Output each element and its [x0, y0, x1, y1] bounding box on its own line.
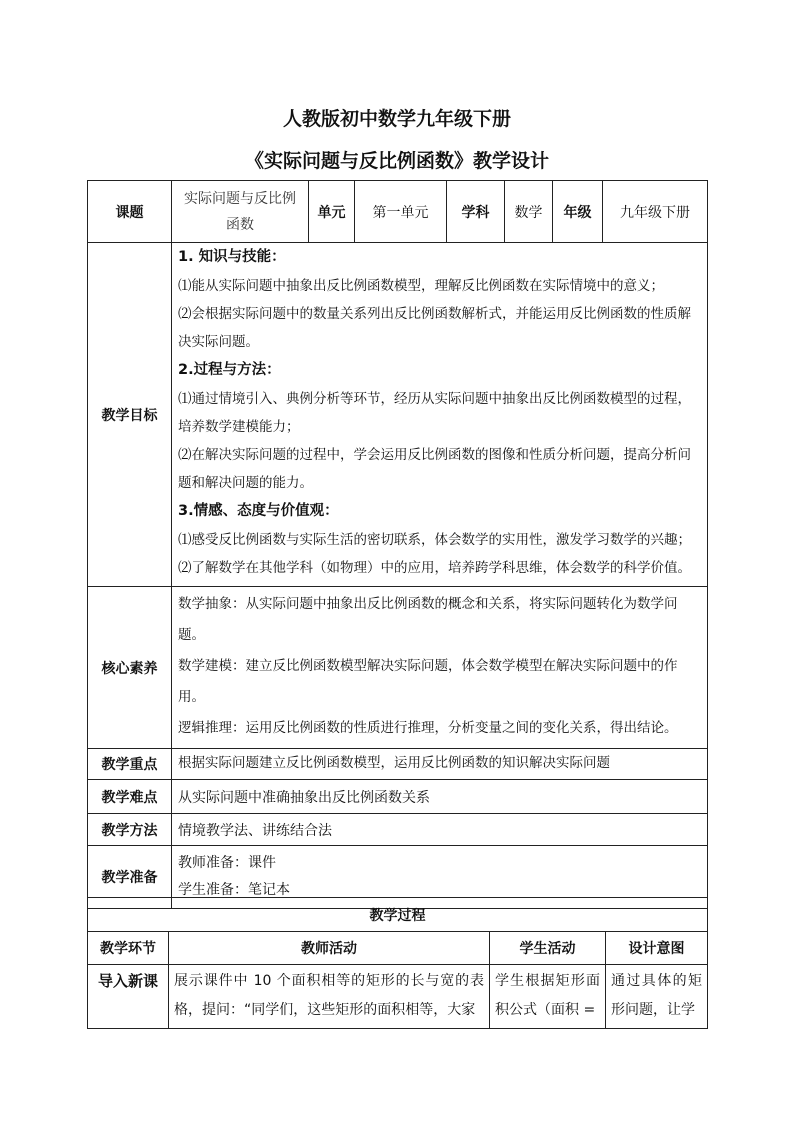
subject-value: 数学 — [505, 181, 553, 243]
key-points-label: 教学重点 — [88, 749, 172, 780]
subject-label: 学科 — [447, 181, 505, 243]
process-item: ⑴通过情境引入、典例分析等环节，经历从实际问题中抽象出反比例函数模型的过程，培养数学建模能力； — [178, 391, 691, 435]
stage-cell: 导入新课 — [88, 965, 169, 1029]
core-literacy-label: 核心素养 — [88, 587, 172, 749]
student-preparation: 学生准备：笔记本 — [178, 882, 290, 898]
methods-value: 情境教学法、讲练结合法 — [172, 814, 708, 846]
difficulties-label: 教学难点 — [88, 780, 172, 814]
emotion-heading: 3.情感、态度与价值观： — [178, 503, 339, 519]
key-points-value: 根据实际问题建立反比例函数模型，运用反比例函数的知识解决实际问题 — [178, 755, 610, 771]
objectives-label: 教学目标 — [88, 243, 172, 587]
knowledge-item: ⑵会根据实际问题中的数量关系列出反比例函数解析式，并能运用反比例函数的性质解决实际问题。 — [178, 306, 691, 350]
teacher-preparation: 教师准备：课件 — [178, 855, 276, 871]
topic-value: 实际问题与反比例函数 — [172, 181, 309, 243]
core-item: 数学建模：建立反比例函数模型解决实际问题，体会数学模型在解决实际问题中的作用。 — [178, 658, 678, 705]
teaching-process-table — [87, 897, 708, 1029]
unit-value: 第一单元 — [355, 181, 447, 243]
knowledge-item: ⑴能从实际问题中抽象出反比例函数模型，理解反比例函数在实际情境中的意义； — [178, 278, 664, 294]
design-intent-cell: 通过具体的矩形问题，让学 — [606, 965, 708, 1029]
emotion-item: ⑴感受反比例函数与实际生活的密切联系，体会数学的实用性，激发学习数学的兴趣； — [178, 532, 691, 548]
document-subtitle: 《实际问题与反比例函数》教学设计 — [244, 150, 549, 172]
core-item: 逻辑推理：运用反比例函数的性质进行推理，分析变量之间的变化关系，得出结论。 — [178, 720, 678, 736]
header-stage: 教学环节 — [88, 932, 169, 965]
process-item: ⑵在解决实际问题的过程中，学会运用反比例函数的图像和性质分析问题，提高分析问题和解决问题的能力。 — [178, 447, 691, 491]
header-student-activity: 学生活动 — [490, 932, 606, 965]
grade-label: 年级 — [553, 181, 603, 243]
document-title: 人教版初中数学九年级下册 — [282, 108, 511, 130]
methods-label: 教学方法 — [88, 814, 172, 846]
knowledge-heading: 1. 知识与技能： — [178, 249, 286, 265]
preparation-label: 教学准备 — [88, 846, 172, 909]
student-activity-cell: 学生根据矩形面积公式（面积 = — [490, 965, 606, 1029]
lesson-plan-table — [87, 180, 708, 909]
process-heading: 2.过程与方法： — [178, 362, 281, 378]
core-literacy-content — [172, 587, 708, 749]
header-design-intent: 设计意图 — [606, 932, 708, 965]
teacher-activity-cell: 展示课件中 10 个面积相等的矩形的长与宽的表格，提问：“同学们，这些矩形的面积相等，大家 — [169, 965, 490, 1029]
objectives-content — [172, 243, 708, 587]
topic-label: 课题 — [88, 181, 172, 243]
process-title: 教学过程 — [88, 898, 708, 932]
difficulties-value: 从实际问题中准确抽象出反比例函数关系 — [172, 780, 708, 814]
emotion-item: ⑵了解数学在其他学科（如物理）中的应用，培养跨学科思维，体会数学的科学价值。 — [178, 560, 691, 576]
grade-value: 九年级下册 — [603, 181, 708, 243]
header-teacher-activity: 教师活动 — [169, 932, 490, 965]
unit-label: 单元 — [309, 181, 355, 243]
core-item: 数学抽象：从实际问题中抽象出反比例函数的概念和关系，将实际问题转化为数学问题。 — [178, 596, 678, 643]
